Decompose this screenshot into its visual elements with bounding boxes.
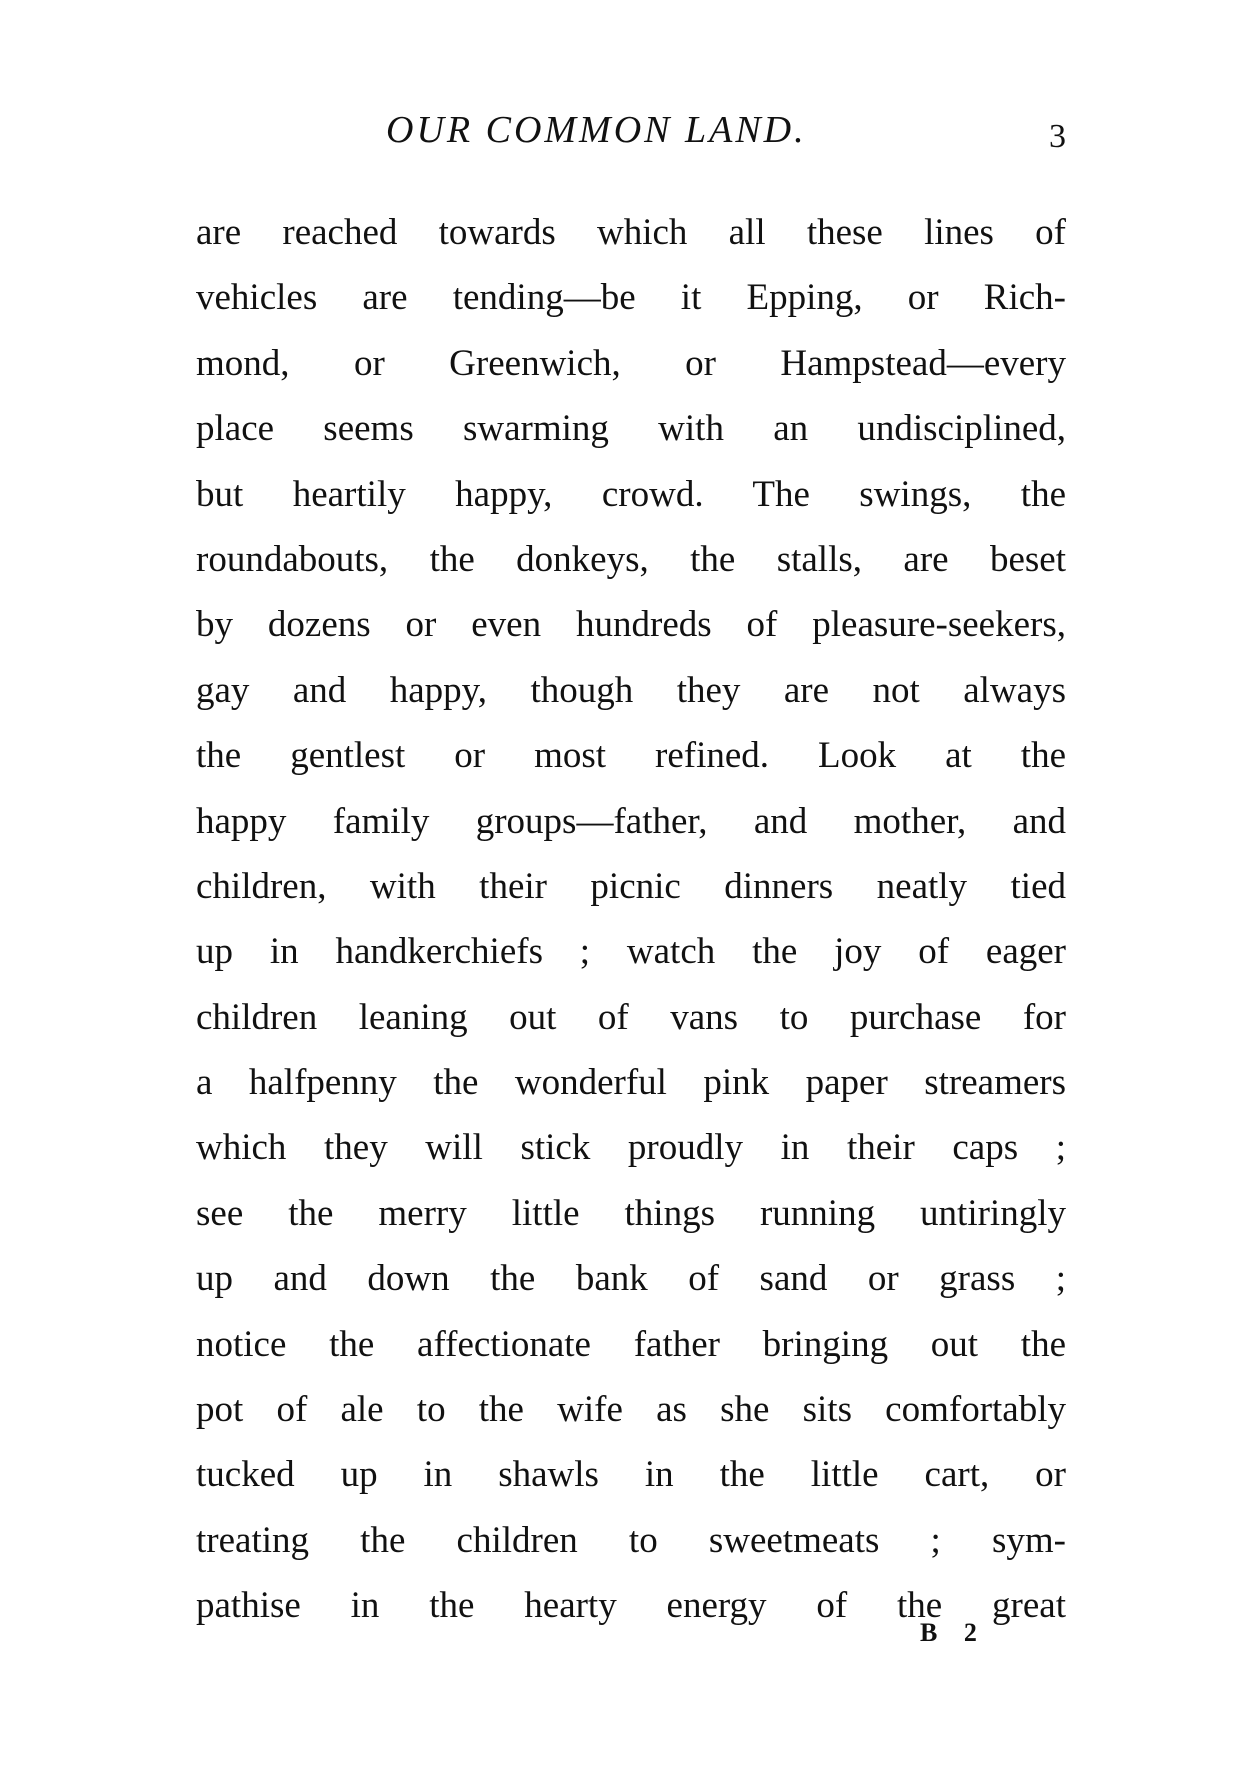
text-line: but heartily happy, crowd. The swings, the — [196, 473, 1066, 515]
text-line: gay and happy, though they are not always — [196, 669, 1066, 711]
page-number: 3 — [1049, 118, 1066, 155]
text-line: pot of ale to the wife as she sits comfortably — [196, 1389, 1066, 1431]
text-line: up in handkerchiefs ; watch the joy of eager — [196, 931, 1066, 973]
text-line: pathise in the hearty energy of the great — [196, 1585, 1066, 1627]
text-line: children, with their picnic dinners neatly tied — [196, 865, 1066, 907]
text-line: by dozens or even hundreds of pleasure-seekers, — [196, 604, 1066, 646]
body-text — [196, 200, 1066, 1639]
signature-mark: B 2 — [920, 1618, 987, 1647]
text-line: the gentlest or most refined. Look at the — [196, 735, 1066, 777]
text-line: roundabouts, the donkeys, the stalls, are beset — [196, 538, 1066, 580]
text-line: are reached towards which all these lines of — [196, 212, 1066, 253]
text-line: which they will stick proudly in their caps ; — [196, 1127, 1066, 1169]
text-line: up and down the bank of sand or grass ; — [196, 1258, 1066, 1300]
text-line: treating the children to sweetmeats ; sym- — [196, 1519, 1066, 1561]
text-line: notice the affectionate father bringing out the — [196, 1323, 1066, 1365]
text-line: tucked up in shawls in the little cart, or — [196, 1454, 1066, 1496]
text-line: children leaning out of vans to purchase for — [196, 996, 1066, 1038]
text-line: a halfpenny the wonderful pink paper streamers — [196, 1062, 1066, 1104]
text-line: mond, or Greenwich, or Hampstead—every — [196, 342, 1066, 384]
running-title: OUR COMMON LAND. — [386, 109, 807, 151]
text-line: place seems swarming with an undisciplined, — [196, 408, 1066, 450]
text-line: vehicles are tending—be it Epping, or Rich- — [196, 277, 1066, 319]
running-head — [196, 108, 1066, 158]
text-line: see the merry little things running untiringly — [196, 1192, 1066, 1234]
text-line: happy family groups—father, and mother, and — [196, 800, 1066, 842]
